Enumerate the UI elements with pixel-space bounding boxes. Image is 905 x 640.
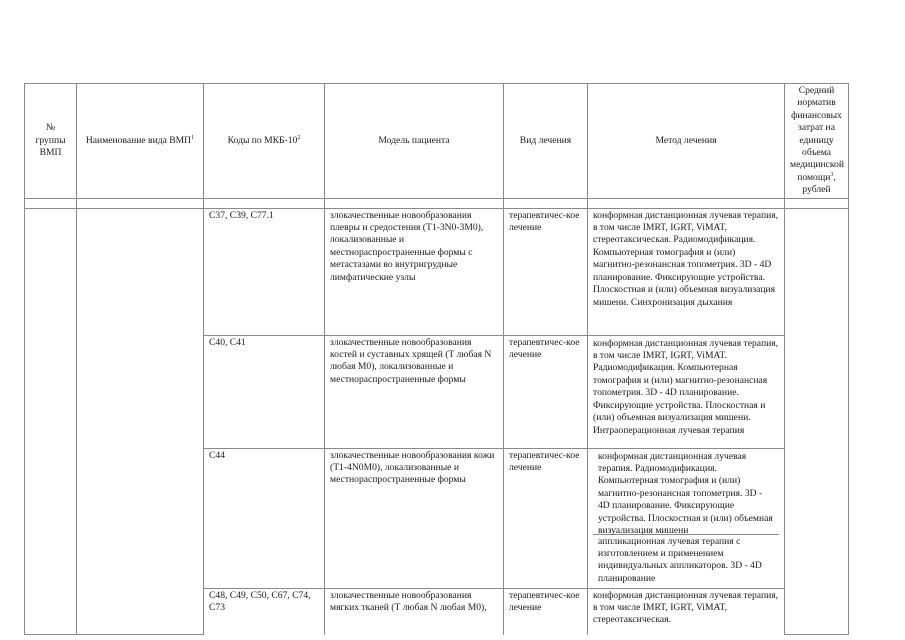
header-group-no: № группы ВМП <box>25 84 77 199</box>
header-avg-cost-text: Средний норматив финансовых затрат на единицу объема медицинской помощи <box>790 85 844 183</box>
header-icd-codes-text: Коды по МКБ-10 <box>227 134 298 146</box>
patient-model-cell: злокачественные новообразования кожи (T1-4N0M0), локализованные и местнораспространенные формы <box>325 448 504 588</box>
treatment-type-cell: терапевтичес-кое лечение <box>504 588 588 635</box>
header-avg-cost <box>785 84 849 199</box>
icd-codes-cell: C44 <box>204 448 325 588</box>
table-row <box>25 208 849 335</box>
header-name-vmp <box>77 84 204 199</box>
icd-codes-cell: C37, C39, C77.1 <box>204 208 325 335</box>
group-no-cell <box>25 208 77 635</box>
treatment-method-cell: конформная дистанционная лучевая терапия, в том числе IMRT, IGRT, ViMAT. Радиомодификация. Компьютерная томография и (или) магнитно-резонансная топометрия. 3D - 4D планирование. Фиксирующие устройства. Плоскостная и (или) объемная визуализация мишени. Интраоперационная лучевая терапия <box>588 335 785 448</box>
patient-model-cell: злокачественные новообразования костей и суставных хрящей (T любая N любая M0), локализованные и местнораспространенные формы <box>325 335 504 448</box>
header-icd-codes <box>204 84 325 199</box>
header-treatment-method: Метод лечения <box>588 84 785 199</box>
patient-model-cell: злокачественные новообразования плевры и средостения (T1-3N0-3M0), локализованные и местнораспространенные формы с метастазами во внутригрудные лимфатические узлы <box>325 208 504 335</box>
treatment-type-cell: терапевтичес-кое лечение <box>504 448 588 588</box>
treatment-method-option: аппликационная лучевая терапия с изготовлением и применением индивидуальных аппликаторов. 3D - 4D планирование <box>593 534 779 587</box>
treatment-method-cell <box>588 448 785 588</box>
treatment-method-cell: конформная дистанционная лучевая терапия, в том числе IMRT, IGRT, ViMAT, стереотаксическая. Радиомодификация. Компьютерная томография и (или) магнитно-резонансная топометрия. 3D - 4D планирование. Фиксирующие устройства. Плоскостная и (или) объемная визуализация мишени. Синхронизация дыхания <box>588 208 785 335</box>
footnote-mark-1: 1 <box>191 134 195 141</box>
vmp-table <box>24 83 849 635</box>
name-vmp-cell <box>77 208 204 635</box>
treatment-type-cell: терапевтичес-кое лечение <box>504 335 588 448</box>
patient-model-cell: злокачественные новообразования мягких тканей (T любая N любая M0), <box>325 588 504 635</box>
table-spacer-row <box>25 198 849 208</box>
header-avg-cost-unit: , рублей <box>802 171 836 196</box>
icd-codes-cell: C40, C41 <box>204 335 325 448</box>
header-name-vmp-text: Наименование вида ВМП <box>85 134 192 146</box>
treatment-method-cell: конформная дистанционная лучевая терапия, в том числе IMRT, IGRT, ViMAT, стереотаксическая. <box>588 588 785 635</box>
icd-codes-cell: C48, C49, C50, C67, C74, C73 <box>204 588 325 635</box>
treatment-type-cell: терапевтичес-кое лечение <box>504 208 588 335</box>
treatment-method-option: конформная дистанционная лучевая терапия. Радиомодификация. Компьютерная томография и (или) магнитно-резонансная топометрия. 3D - 4D планирование. Фиксирующие устройства. Плоскостная и (или) объемная визуализация мишени <box>598 450 773 537</box>
avg-cost-cell <box>785 208 849 635</box>
footnote-mark-2: 2 <box>297 134 301 141</box>
footnote-mark-3: 3 <box>830 171 834 178</box>
header-treatment-type: Вид лечения <box>504 84 588 199</box>
table-header-row <box>25 84 849 199</box>
header-patient-model: Модель пациента <box>325 84 504 199</box>
